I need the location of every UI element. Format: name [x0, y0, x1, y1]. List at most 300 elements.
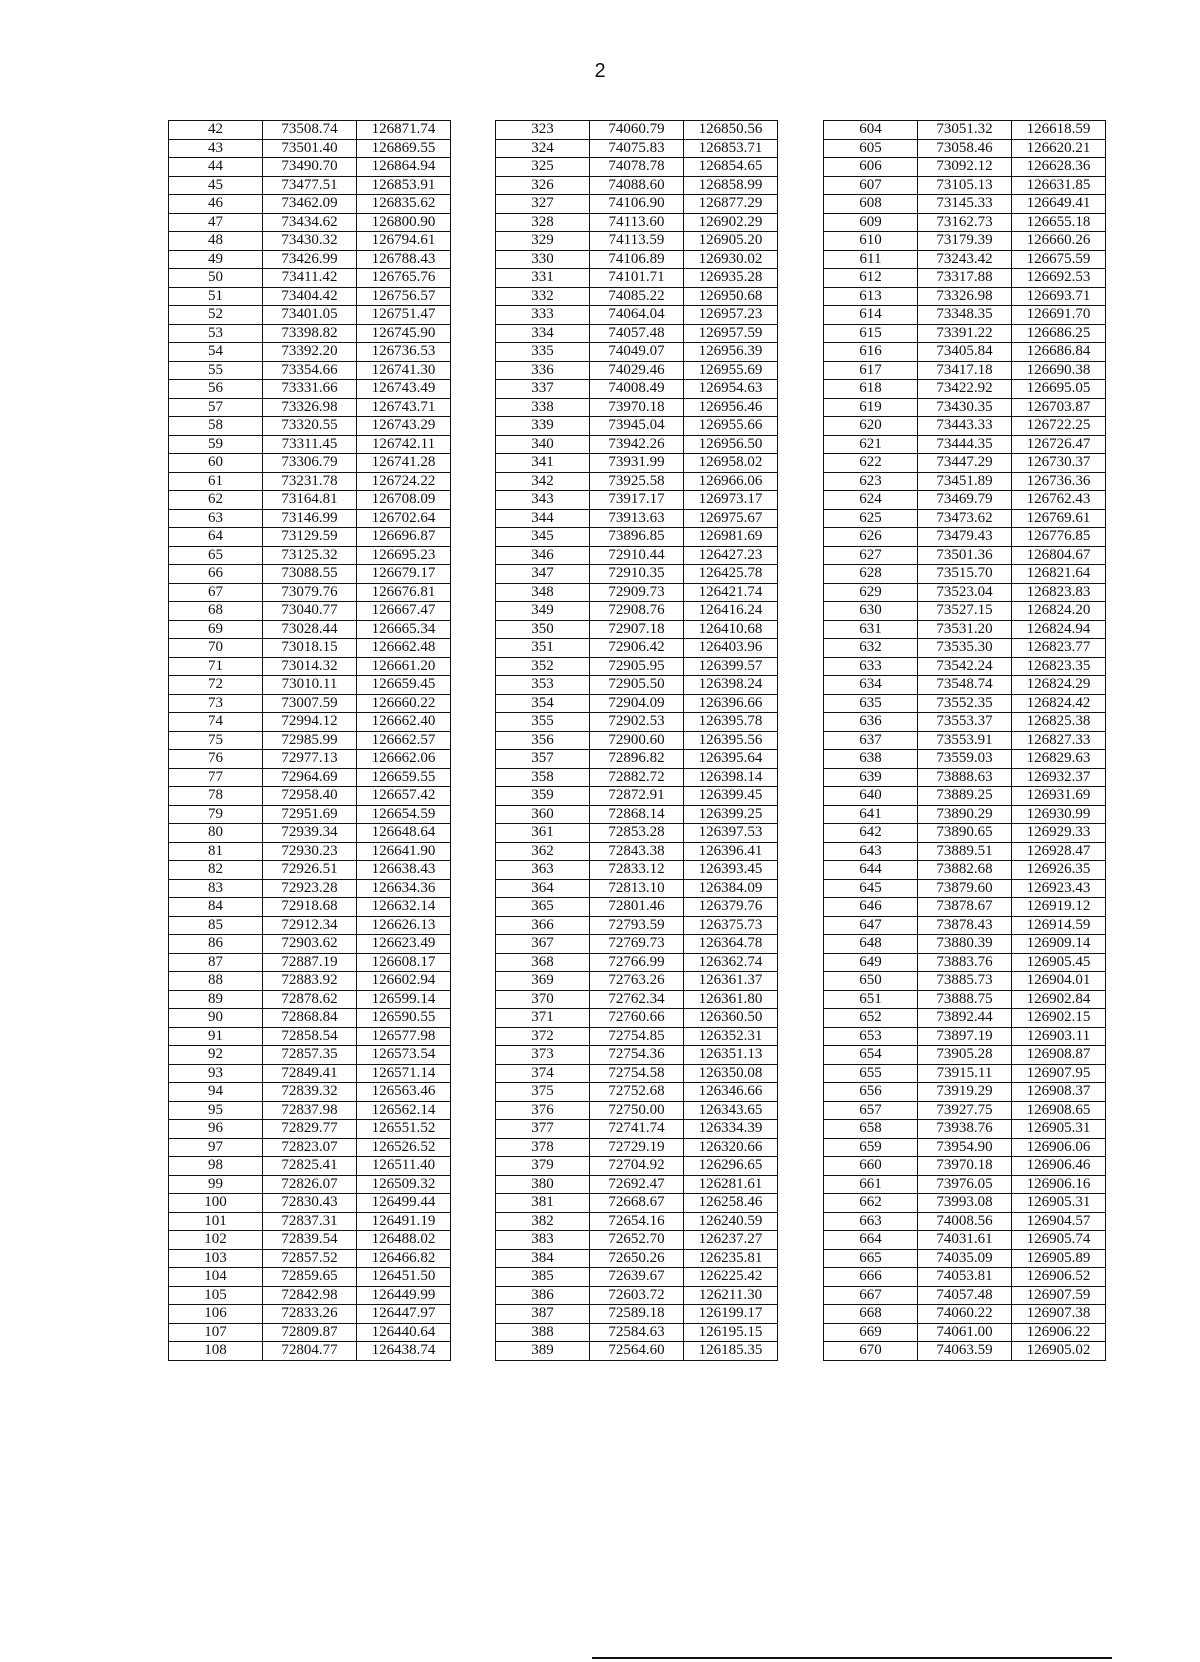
y-coordinate-cell: 126343.65 — [684, 1101, 778, 1120]
y-coordinate-cell: 126741.28 — [357, 454, 451, 473]
point-number-cell: 67 — [169, 583, 263, 602]
x-coordinate-cell: 73535.30 — [918, 639, 1012, 658]
table-row — [169, 1046, 451, 1065]
y-coordinate-cell: 126703.87 — [1012, 398, 1106, 417]
point-number-cell: 649 — [824, 953, 918, 972]
x-coordinate-cell: 73559.03 — [918, 750, 1012, 769]
x-coordinate-cell: 73913.63 — [590, 509, 684, 528]
table-row — [169, 287, 451, 306]
table-row — [824, 713, 1106, 732]
y-coordinate-cell: 126362.74 — [684, 953, 778, 972]
point-number-cell: 99 — [169, 1175, 263, 1194]
y-coordinate-cell: 126955.69 — [684, 361, 778, 380]
x-coordinate-cell: 73430.35 — [918, 398, 1012, 417]
y-coordinate-cell: 126928.47 — [1012, 842, 1106, 861]
table-row — [824, 250, 1106, 269]
point-number-cell: 353 — [496, 676, 590, 695]
point-number-cell: 335 — [496, 343, 590, 362]
point-number-cell: 87 — [169, 953, 263, 972]
table-row — [169, 657, 451, 676]
y-coordinate-cell: 126185.35 — [684, 1342, 778, 1361]
table-row — [824, 306, 1106, 325]
x-coordinate-cell: 72741.74 — [590, 1120, 684, 1139]
y-coordinate-cell: 126361.37 — [684, 972, 778, 991]
y-coordinate-cell: 126954.63 — [684, 380, 778, 399]
y-coordinate-cell: 126626.13 — [357, 916, 451, 935]
table-row — [824, 435, 1106, 454]
table-row — [824, 1342, 1106, 1361]
y-coordinate-cell: 126676.81 — [357, 583, 451, 602]
table-row — [496, 898, 778, 917]
y-coordinate-cell: 126853.91 — [357, 176, 451, 195]
table-row — [824, 1249, 1106, 1268]
x-coordinate-cell: 73058.46 — [918, 139, 1012, 158]
x-coordinate-cell: 73531.20 — [918, 620, 1012, 639]
y-coordinate-cell: 126743.49 — [357, 380, 451, 399]
point-number-cell: 617 — [824, 361, 918, 380]
y-coordinate-cell: 126351.13 — [684, 1046, 778, 1065]
point-number-cell: 656 — [824, 1083, 918, 1102]
x-coordinate-cell: 74053.81 — [918, 1268, 1012, 1287]
y-coordinate-cell: 126907.38 — [1012, 1305, 1106, 1324]
x-coordinate-cell: 72872.91 — [590, 787, 684, 806]
table-row — [169, 158, 451, 177]
x-coordinate-cell: 73897.19 — [918, 1027, 1012, 1046]
point-number-cell: 343 — [496, 491, 590, 510]
y-coordinate-cell: 126827.33 — [1012, 731, 1106, 750]
table-row — [824, 195, 1106, 214]
x-coordinate-cell: 72859.65 — [263, 1268, 357, 1287]
y-coordinate-cell: 126451.50 — [357, 1268, 451, 1287]
y-coordinate-cell: 126225.42 — [684, 1268, 778, 1287]
x-coordinate-cell: 73890.29 — [918, 805, 1012, 824]
y-coordinate-cell: 126907.59 — [1012, 1286, 1106, 1305]
table-row — [824, 805, 1106, 824]
point-number-cell: 663 — [824, 1212, 918, 1231]
x-coordinate-cell: 73451.89 — [918, 472, 1012, 491]
point-number-cell: 324 — [496, 139, 590, 158]
x-coordinate-cell: 73890.65 — [918, 824, 1012, 843]
table-row — [824, 343, 1106, 362]
y-coordinate-cell: 126835.62 — [357, 195, 451, 214]
table-row — [824, 1101, 1106, 1120]
point-number-cell: 662 — [824, 1194, 918, 1213]
y-coordinate-cell: 126577.98 — [357, 1027, 451, 1046]
x-coordinate-cell: 73892.44 — [918, 1009, 1012, 1028]
point-number-cell: 80 — [169, 824, 263, 843]
x-coordinate-cell: 72843.38 — [590, 842, 684, 861]
point-number-cell: 357 — [496, 750, 590, 769]
x-coordinate-cell: 73888.75 — [918, 990, 1012, 1009]
y-coordinate-cell: 126509.32 — [357, 1175, 451, 1194]
y-coordinate-cell: 126649.41 — [1012, 195, 1106, 214]
point-number-cell: 647 — [824, 916, 918, 935]
x-coordinate-cell: 72985.99 — [263, 731, 357, 750]
x-coordinate-cell: 73553.37 — [918, 713, 1012, 732]
y-coordinate-cell: 126902.29 — [684, 213, 778, 232]
table-row — [824, 657, 1106, 676]
point-number-cell: 360 — [496, 805, 590, 824]
x-coordinate-cell: 72878.62 — [263, 990, 357, 1009]
y-coordinate-cell: 126905.89 — [1012, 1249, 1106, 1268]
x-coordinate-cell: 72883.92 — [263, 972, 357, 991]
point-number-cell: 61 — [169, 472, 263, 491]
point-number-cell: 103 — [169, 1249, 263, 1268]
x-coordinate-cell: 73348.35 — [918, 306, 1012, 325]
x-coordinate-cell: 72652.70 — [590, 1231, 684, 1250]
y-coordinate-cell: 126923.43 — [1012, 879, 1106, 898]
y-coordinate-cell: 126628.36 — [1012, 158, 1106, 177]
table-row — [824, 879, 1106, 898]
point-number-cell: 77 — [169, 768, 263, 787]
point-number-cell: 78 — [169, 787, 263, 806]
point-number-cell: 57 — [169, 398, 263, 417]
point-number-cell: 613 — [824, 287, 918, 306]
table-row — [824, 916, 1106, 935]
point-number-cell: 53 — [169, 324, 263, 343]
table-row — [496, 1249, 778, 1268]
table-row — [496, 250, 778, 269]
x-coordinate-cell: 72853.28 — [590, 824, 684, 843]
point-number-cell: 373 — [496, 1046, 590, 1065]
x-coordinate-cell: 72804.77 — [263, 1342, 357, 1361]
table-row — [169, 1323, 451, 1342]
y-coordinate-cell: 126695.23 — [357, 546, 451, 565]
x-coordinate-cell: 72908.76 — [590, 602, 684, 621]
y-coordinate-cell: 126958.02 — [684, 454, 778, 473]
y-coordinate-cell: 126788.43 — [357, 250, 451, 269]
point-number-cell: 344 — [496, 509, 590, 528]
point-number-cell: 339 — [496, 417, 590, 436]
x-coordinate-cell: 72910.44 — [590, 546, 684, 565]
table-row — [824, 121, 1106, 140]
table-row — [824, 935, 1106, 954]
table-row — [496, 361, 778, 380]
y-coordinate-cell: 126608.17 — [357, 953, 451, 972]
y-coordinate-cell: 126660.22 — [357, 694, 451, 713]
point-number-cell: 326 — [496, 176, 590, 195]
table-row — [169, 861, 451, 880]
y-coordinate-cell: 126352.31 — [684, 1027, 778, 1046]
point-number-cell: 622 — [824, 454, 918, 473]
x-coordinate-cell: 72907.18 — [590, 620, 684, 639]
table-row — [169, 269, 451, 288]
x-coordinate-cell: 74113.59 — [590, 232, 684, 251]
table-row — [169, 1120, 451, 1139]
x-coordinate-cell: 72903.62 — [263, 935, 357, 954]
point-number-cell: 625 — [824, 509, 918, 528]
table-row — [496, 787, 778, 806]
x-coordinate-cell: 73927.75 — [918, 1101, 1012, 1120]
y-coordinate-cell: 126447.97 — [357, 1305, 451, 1324]
x-coordinate-cell: 73317.88 — [918, 269, 1012, 288]
point-number-cell: 630 — [824, 602, 918, 621]
x-coordinate-cell: 72692.47 — [590, 1175, 684, 1194]
x-coordinate-cell: 74060.79 — [590, 121, 684, 140]
x-coordinate-cell: 74029.46 — [590, 361, 684, 380]
point-number-cell: 608 — [824, 195, 918, 214]
table-row — [169, 546, 451, 565]
table-row — [496, 824, 778, 843]
x-coordinate-cell: 73896.85 — [590, 528, 684, 547]
y-coordinate-cell: 126724.22 — [357, 472, 451, 491]
point-number-cell: 374 — [496, 1064, 590, 1083]
point-number-cell: 86 — [169, 935, 263, 954]
y-coordinate-cell: 126756.57 — [357, 287, 451, 306]
x-coordinate-cell: 72766.99 — [590, 953, 684, 972]
point-number-cell: 100 — [169, 1194, 263, 1213]
point-number-cell: 70 — [169, 639, 263, 658]
y-coordinate-cell: 126350.08 — [684, 1064, 778, 1083]
x-coordinate-cell: 73477.51 — [263, 176, 357, 195]
point-number-cell: 664 — [824, 1231, 918, 1250]
table-row — [496, 916, 778, 935]
table-row — [169, 1157, 451, 1176]
y-coordinate-cell: 126905.74 — [1012, 1231, 1106, 1250]
y-coordinate-cell: 126751.47 — [357, 306, 451, 325]
y-coordinate-cell: 126914.59 — [1012, 916, 1106, 935]
table-row — [824, 232, 1106, 251]
table-row — [824, 269, 1106, 288]
y-coordinate-cell: 126599.14 — [357, 990, 451, 1009]
x-coordinate-cell: 72754.58 — [590, 1064, 684, 1083]
point-number-cell: 631 — [824, 620, 918, 639]
point-number-cell: 92 — [169, 1046, 263, 1065]
x-coordinate-cell: 72603.72 — [590, 1286, 684, 1305]
y-coordinate-cell: 126657.42 — [357, 787, 451, 806]
x-coordinate-cell: 72904.09 — [590, 694, 684, 713]
x-coordinate-cell: 73462.09 — [263, 195, 357, 214]
y-coordinate-cell: 126823.35 — [1012, 657, 1106, 676]
y-coordinate-cell: 126281.61 — [684, 1175, 778, 1194]
table-row — [169, 1286, 451, 1305]
table-row — [496, 158, 778, 177]
table-row — [824, 380, 1106, 399]
x-coordinate-cell: 72958.40 — [263, 787, 357, 806]
y-coordinate-cell: 126695.05 — [1012, 380, 1106, 399]
x-coordinate-cell: 72905.50 — [590, 676, 684, 695]
y-coordinate-cell: 126410.68 — [684, 620, 778, 639]
x-coordinate-cell: 73444.35 — [918, 435, 1012, 454]
x-coordinate-cell: 73125.32 — [263, 546, 357, 565]
x-coordinate-cell: 73411.42 — [263, 269, 357, 288]
table-row — [496, 1027, 778, 1046]
point-number-cell: 44 — [169, 158, 263, 177]
x-coordinate-cell: 73028.44 — [263, 620, 357, 639]
table-row — [496, 380, 778, 399]
x-coordinate-cell: 73915.11 — [918, 1064, 1012, 1083]
x-coordinate-cell: 72910.35 — [590, 565, 684, 584]
y-coordinate-cell: 126398.24 — [684, 676, 778, 695]
x-coordinate-cell: 72837.98 — [263, 1101, 357, 1120]
x-coordinate-cell: 72668.67 — [590, 1194, 684, 1213]
point-number-cell: 363 — [496, 861, 590, 880]
y-coordinate-cell: 126736.36 — [1012, 472, 1106, 491]
footer-rule — [592, 1657, 1112, 1659]
point-number-cell: 66 — [169, 565, 263, 584]
table-row — [824, 546, 1106, 565]
point-number-cell: 614 — [824, 306, 918, 325]
x-coordinate-cell: 74060.22 — [918, 1305, 1012, 1324]
x-coordinate-cell: 72839.32 — [263, 1083, 357, 1102]
y-coordinate-cell: 126395.64 — [684, 750, 778, 769]
y-coordinate-cell: 126864.94 — [357, 158, 451, 177]
point-number-cell: 635 — [824, 694, 918, 713]
point-number-cell: 43 — [169, 139, 263, 158]
table-row — [824, 528, 1106, 547]
table-row — [496, 1064, 778, 1083]
point-number-cell: 46 — [169, 195, 263, 214]
x-coordinate-cell: 72752.68 — [590, 1083, 684, 1102]
x-coordinate-cell: 73917.17 — [590, 491, 684, 510]
point-number-cell: 627 — [824, 546, 918, 565]
y-coordinate-cell: 126871.74 — [357, 121, 451, 140]
point-number-cell: 50 — [169, 269, 263, 288]
point-number-cell: 668 — [824, 1305, 918, 1324]
table-row — [169, 1194, 451, 1213]
table-row — [169, 361, 451, 380]
point-number-cell: 63 — [169, 509, 263, 528]
table-row — [824, 861, 1106, 880]
y-coordinate-cell: 126902.84 — [1012, 990, 1106, 1009]
y-coordinate-cell: 126908.37 — [1012, 1083, 1106, 1102]
x-coordinate-cell: 73469.79 — [918, 491, 1012, 510]
table-row — [169, 990, 451, 1009]
y-coordinate-cell: 126957.23 — [684, 306, 778, 325]
y-coordinate-cell: 126691.70 — [1012, 306, 1106, 325]
table-row — [824, 1175, 1106, 1194]
x-coordinate-cell: 72584.63 — [590, 1323, 684, 1342]
table-row — [169, 787, 451, 806]
point-number-cell: 653 — [824, 1027, 918, 1046]
point-number-cell: 88 — [169, 972, 263, 991]
table-row — [496, 1009, 778, 1028]
y-coordinate-cell: 126858.99 — [684, 176, 778, 195]
table-row — [169, 1009, 451, 1028]
point-number-cell: 385 — [496, 1268, 590, 1287]
point-number-cell: 639 — [824, 768, 918, 787]
point-number-cell: 332 — [496, 287, 590, 306]
x-coordinate-cell: 73552.35 — [918, 694, 1012, 713]
point-number-cell: 58 — [169, 417, 263, 436]
table-row — [496, 232, 778, 251]
y-coordinate-cell: 126957.59 — [684, 324, 778, 343]
point-number-cell: 667 — [824, 1286, 918, 1305]
y-coordinate-cell: 126905.31 — [1012, 1120, 1106, 1139]
point-number-cell: 657 — [824, 1101, 918, 1120]
point-number-cell: 55 — [169, 361, 263, 380]
x-coordinate-cell: 73479.43 — [918, 528, 1012, 547]
point-number-cell: 643 — [824, 842, 918, 861]
point-number-cell: 85 — [169, 916, 263, 935]
point-number-cell: 607 — [824, 176, 918, 195]
x-coordinate-cell: 72763.26 — [590, 972, 684, 991]
x-coordinate-cell: 73945.04 — [590, 417, 684, 436]
table-row — [496, 1157, 778, 1176]
table-row — [824, 768, 1106, 787]
y-coordinate-cell: 126745.90 — [357, 324, 451, 343]
x-coordinate-cell: 73129.59 — [263, 528, 357, 547]
y-coordinate-cell: 126932.37 — [1012, 768, 1106, 787]
y-coordinate-cell: 126421.74 — [684, 583, 778, 602]
x-coordinate-cell: 73970.18 — [590, 398, 684, 417]
table-row — [169, 713, 451, 732]
table-row — [824, 454, 1106, 473]
y-coordinate-cell: 126379.76 — [684, 898, 778, 917]
x-coordinate-cell: 74088.60 — [590, 176, 684, 195]
point-number-cell: 366 — [496, 916, 590, 935]
table-row — [496, 472, 778, 491]
point-number-cell: 379 — [496, 1157, 590, 1176]
point-number-cell: 645 — [824, 879, 918, 898]
table-row — [496, 713, 778, 732]
x-coordinate-cell: 73354.66 — [263, 361, 357, 380]
point-number-cell: 372 — [496, 1027, 590, 1046]
table-row — [169, 380, 451, 399]
point-number-cell: 69 — [169, 620, 263, 639]
x-coordinate-cell: 73162.73 — [918, 213, 1012, 232]
table-row — [169, 824, 451, 843]
x-coordinate-cell: 73426.99 — [263, 250, 357, 269]
x-coordinate-cell: 73993.08 — [918, 1194, 1012, 1213]
y-coordinate-cell: 126686.84 — [1012, 343, 1106, 362]
point-number-cell: 624 — [824, 491, 918, 510]
y-coordinate-cell: 126360.50 — [684, 1009, 778, 1028]
table-row — [169, 1027, 451, 1046]
y-coordinate-cell: 126908.65 — [1012, 1101, 1106, 1120]
table-row — [496, 1046, 778, 1065]
table-row — [496, 213, 778, 232]
x-coordinate-cell: 72650.26 — [590, 1249, 684, 1268]
y-coordinate-cell: 126240.59 — [684, 1212, 778, 1231]
point-number-cell: 48 — [169, 232, 263, 251]
table-row — [496, 657, 778, 676]
y-coordinate-cell: 126906.46 — [1012, 1157, 1106, 1176]
table-row — [169, 694, 451, 713]
point-number-cell: 338 — [496, 398, 590, 417]
point-number-cell: 90 — [169, 1009, 263, 1028]
y-coordinate-cell: 126906.06 — [1012, 1138, 1106, 1157]
point-number-cell: 64 — [169, 528, 263, 547]
x-coordinate-cell: 73527.15 — [918, 602, 1012, 621]
y-coordinate-cell: 126659.45 — [357, 676, 451, 695]
y-coordinate-cell: 126708.09 — [357, 491, 451, 510]
y-coordinate-cell: 126762.43 — [1012, 491, 1106, 510]
y-coordinate-cell: 126526.52 — [357, 1138, 451, 1157]
y-coordinate-cell: 126765.76 — [357, 269, 451, 288]
y-coordinate-cell: 126573.54 — [357, 1046, 451, 1065]
table-row — [824, 417, 1106, 436]
x-coordinate-cell: 72750.00 — [590, 1101, 684, 1120]
table-row — [496, 398, 778, 417]
table-row — [169, 324, 451, 343]
x-coordinate-cell: 72909.73 — [590, 583, 684, 602]
y-coordinate-cell: 126722.25 — [1012, 417, 1106, 436]
y-coordinate-cell: 126427.23 — [684, 546, 778, 565]
y-coordinate-cell: 126488.02 — [357, 1231, 451, 1250]
point-number-cell: 669 — [824, 1323, 918, 1342]
point-number-cell: 628 — [824, 565, 918, 584]
y-coordinate-cell: 126466.82 — [357, 1249, 451, 1268]
table-row — [824, 1009, 1106, 1028]
y-coordinate-cell: 126648.64 — [357, 824, 451, 843]
table-row — [496, 528, 778, 547]
y-coordinate-cell: 126375.73 — [684, 916, 778, 935]
point-number-cell: 651 — [824, 990, 918, 1009]
point-number-cell: 615 — [824, 324, 918, 343]
point-number-cell: 329 — [496, 232, 590, 251]
table-row — [496, 565, 778, 584]
